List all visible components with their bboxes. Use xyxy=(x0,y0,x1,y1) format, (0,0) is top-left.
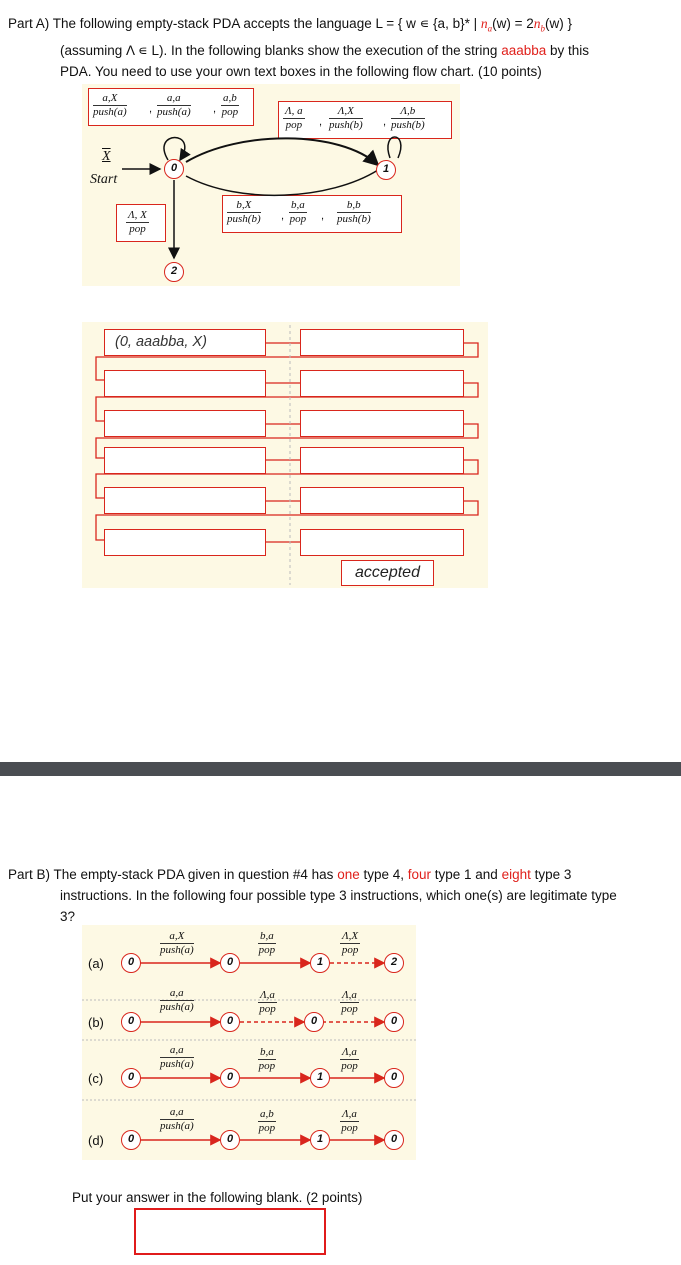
part-b-label: Part B) xyxy=(8,867,51,882)
option-b-label: (b) xyxy=(88,1015,104,1030)
loop0-instr-2: a,a push(a) xyxy=(157,92,191,118)
state-2: 2 xyxy=(164,262,184,282)
option-c-edge-3: Λ,a pop xyxy=(341,1046,358,1072)
option-c-state-2: 0 xyxy=(220,1068,240,1088)
input-string: aaabba xyxy=(501,42,547,58)
part-a-label: Part A) xyxy=(8,16,50,31)
comma: , xyxy=(281,210,285,222)
option-b-state-1: 0 xyxy=(121,1012,141,1032)
part-a-text-2: (w) = 2 xyxy=(492,16,534,31)
option-d-state-2: 0 xyxy=(220,1130,240,1150)
nb-symbol: n xyxy=(533,16,541,31)
comma: , xyxy=(149,103,153,115)
edge01-instr-3: b,b push(b) xyxy=(337,199,371,225)
count-four: four xyxy=(407,867,432,882)
first-config: (0, aaabba, X) xyxy=(115,334,207,350)
state-0: 0 xyxy=(164,159,184,179)
option-c-state-3: 1 xyxy=(310,1068,330,1088)
part-a-text-3: (w) } xyxy=(545,16,572,31)
part-a-line-3: PDA. You need to use your own text boxes in the following flow chart. (10 points) xyxy=(60,63,542,79)
na-sub: a xyxy=(487,23,493,34)
part-b-text-1: The empty-stack PDA given in question #4 has xyxy=(53,867,338,882)
state-1: 1 xyxy=(376,160,396,180)
edge01-instr-2: b,a pop xyxy=(289,199,307,225)
option-d-edge-2: a,b pop xyxy=(258,1108,276,1134)
option-c-label: (c) xyxy=(88,1071,104,1086)
option-d-label: (d) xyxy=(88,1133,104,1148)
nb-sub: b xyxy=(540,23,545,34)
option-b-state-3: 0 xyxy=(304,1012,324,1032)
part-b-text-3: type 1 and xyxy=(431,867,502,882)
option-b-edge-2: Λ,a pop xyxy=(259,989,276,1015)
option-a-state-2: 0 xyxy=(220,953,240,973)
option-a-state-1: 0 xyxy=(121,953,141,973)
option-b-edge-1: a,a push(a) xyxy=(160,987,194,1013)
edge01-instr-1: b,X push(b) xyxy=(227,199,261,225)
part-b-line-3: 3? xyxy=(60,909,76,924)
option-a-state-3: 1 xyxy=(310,953,330,973)
option-b-state-4: 0 xyxy=(384,1012,404,1032)
loop0-instr-3: a,b pop xyxy=(221,92,239,118)
loop0-instr-1: a,X push(a) xyxy=(93,92,127,118)
start-stack-symbol: X xyxy=(102,149,111,164)
option-a-edge-3: Λ,X pop xyxy=(341,930,359,956)
option-d-state-4: 0 xyxy=(384,1130,404,1150)
option-a-edge-2: b,a pop xyxy=(258,930,276,956)
edge02-instr: Λ, X pop xyxy=(128,209,147,235)
option-c-edge-2: b,a pop xyxy=(258,1046,276,1072)
option-d-edge-3: Λ,a pop xyxy=(341,1108,358,1134)
start-label: Start xyxy=(90,172,118,187)
part-a-text-1: The following empty-stack PDA accepts the language L = { w ∊ {a, b}* | xyxy=(52,16,481,31)
part-b-line-2: instructions. In the following four possible type 3 instructions, which one(s) are legitimate type xyxy=(60,888,617,903)
option-c-state-1: 0 xyxy=(121,1068,141,1088)
option-c-edge-1: a,a push(a) xyxy=(160,1044,194,1070)
answer-prompt: Put your answer in the following blank. (2 points) xyxy=(72,1190,363,1205)
option-a-label: (a) xyxy=(88,956,104,971)
answer-input[interactable] xyxy=(134,1208,326,1255)
option-d-edge-1: a,a push(a) xyxy=(160,1106,194,1132)
count-eight: eight xyxy=(501,867,531,882)
count-one: one xyxy=(337,867,360,882)
comma: , xyxy=(321,210,325,222)
na-symbol: n xyxy=(480,16,488,31)
comma: , xyxy=(319,116,323,128)
part-b-text-4: type 3 xyxy=(530,867,572,882)
comma: , xyxy=(383,116,387,128)
option-a-edge-1: a,X push(a) xyxy=(160,930,194,956)
option-a-state-4: 2 xyxy=(384,953,404,973)
loop1-instr-3: Λ,b push(b) xyxy=(391,105,425,131)
option-b-state-2: 0 xyxy=(220,1012,240,1032)
option-d-state-1: 0 xyxy=(121,1130,141,1150)
part-a-text-4: (assuming Λ ∊ L). In the following blanks show the execution of the string xyxy=(60,42,502,58)
loop1-instr-1: Λ, a pop xyxy=(285,105,303,131)
option-b-edge-3: Λ,a pop xyxy=(341,989,358,1015)
part-a-text-5: by this xyxy=(546,42,590,58)
accepted-label: accepted xyxy=(341,560,434,586)
comma: , xyxy=(213,103,217,115)
part-b-text-2: type 4, xyxy=(359,867,408,882)
loop1-instr-2: Λ,X push(b) xyxy=(329,105,363,131)
option-d-state-3: 1 xyxy=(310,1130,330,1150)
option-c-state-4: 0 xyxy=(384,1068,404,1088)
